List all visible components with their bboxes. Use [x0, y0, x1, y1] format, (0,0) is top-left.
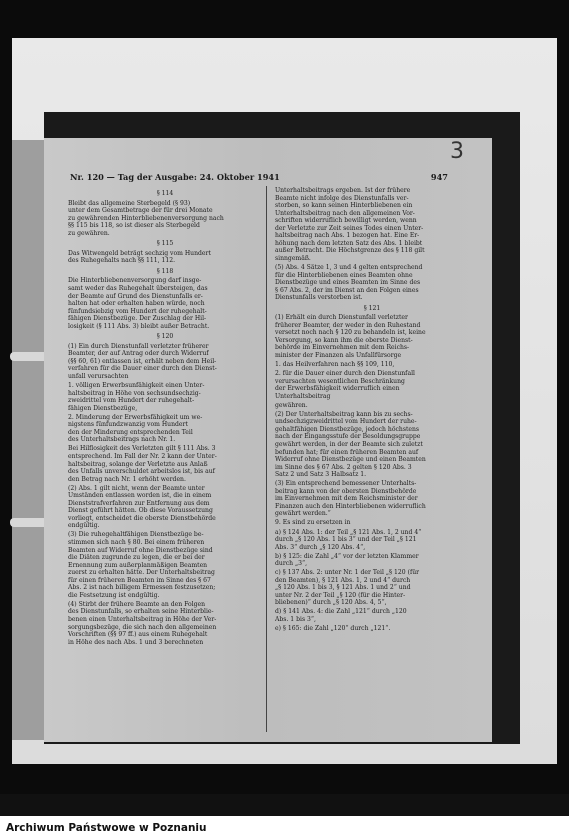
document-page [44, 138, 492, 742]
paragraph: 2. Minderung der Erwerbsfähigkeit um we- nigstens fünfundzwanzig vom Hundert den der Minderung entsprechenden Teil des Unterhaltsbeitrags nach Nr. 1. [68, 413, 203, 444]
section-heading: § 114 [156, 190, 174, 197]
left-column [68, 187, 262, 648]
section-heading: § 121 [363, 304, 381, 312]
paragraph: 1. das Heilverfahren nach §§ 109, 110, [275, 361, 395, 369]
paragraph: b) § 125: die Zahl „4“ vor der letzten Klammer durch „3“, [275, 552, 419, 568]
section-heading: § 115 [156, 240, 174, 248]
paragraph: (2) Der Unterhaltsbeitrag kann bis zu sechs- undsechzigzweidrittel vom Hundert der ruhe- gehaltfähigen Dienstbezüge, jedoch höchstens nach der Eingangsstufe der Besoldungsgruppe gewährt werden, in der der Beamte sich zuletzt befunden hat; für einen früheren Beamten auf Widerruf ohne Dienstbezüge und einen Beamten im Sinne des § 67 Abs. 2 gelten § 120 Abs. 3 Satz 2 und Satz 3 Halbsatz 1. [275, 410, 426, 479]
paragraph: Unterhaltsbeitrags ergeben. Ist der frühere Beamte nicht infolge des Dienstunfalls ver- storben, so kann seinen Hinterbliebenen ein Unterhaltsbeitrag nach den allgemeinen Vor- schriften widerruflich bewilligt werden, wenn der Verletzte zur Zeit seines Todes einen Unter- haltsbeitrag nach Abs. 1 bezogen hat. Eine Er- höhung nach dem letzten Satz des Abs. 1 bleibt außer Betracht. Die Höchstgrenze des § 118 gilt sinngemäß. [275, 187, 425, 262]
section-heading: § 120 [156, 333, 174, 341]
paragraph: 1. völligen Erwerbsunfähigkeit einen Unter- haltsbeitrag in Höhe von sechsundsechzig- zweidrittel vom Hundert der ruhegehalt- fähigen Dienstbezüge, [68, 382, 205, 412]
paragraph: c) § 137 Abs. 2: unter Nr. 1 der Teil „§ 120 (für den Beamten), § 121 Abs. 1, 2 und 4“ durch „§ 120 Abs. 1 bis 3, § 121 Abs. 1 und 2“ und unter Nr. 2 der Teil „§ 120 (für die Hinter- bliebenen)“ durch „§ 120 Abs. 4, 5“, [275, 569, 420, 607]
handwritten-page-number: 3 [450, 139, 464, 164]
right-column [275, 187, 469, 634]
page-number: 947 [430, 172, 448, 182]
section-heading: § 118 [156, 267, 174, 275]
binder-edge [12, 140, 44, 740]
page-header [70, 174, 452, 182]
footer-strip [0, 794, 569, 840]
paragraph: Die Hinterbliebenenversorgung darf insge- samt weder das Ruhegehalt übersteigen, das der Beamte auf Grund des Dienstunfalls er- halten hat oder erhalten haben würde, noch fünfundsiebzig vom Hundert der ruhegehalt- fähigen Dienstbezüge. Der Zuschlag der Hil- losigkeit (§ 111 Abs. 3) bleibt außer Betracht. [68, 277, 210, 330]
paragraph: (1) Ein durch Dienstunfall verletzter früherer Beamter, der auf Antrag oder durch Widerruf (§§ 60, 61) entlassen ist, erhält neben dem Heil- verfahren für die Dauer einer durch den Dienst- unfall verursachten [68, 342, 217, 381]
paragraph: Bleibt das allgemeine Sterbegeld (§ 93) unter dem Gesamtbetrage der für drei Monate zu gewährenden Hinterbliebenenversorgung nach §§ 115 bis 118, so ist dieser als Sterbegeld zu gewähren. [68, 199, 224, 237]
paragraph: Das Witwengeld beträgt sechzig vom Hundert des Ruhegehalts nach §§ 111, 112. [68, 249, 211, 265]
column-divider [266, 186, 267, 732]
archive-label: Archiwum Państwowe w Poznaniu [0, 816, 569, 840]
paragraph: gewähren. [275, 401, 308, 409]
paragraph: d) § 141 Abs. 4: die Zahl „121“ durch „120 Abs. 1 bis 3“, [275, 608, 407, 624]
paragraph: (4) Stirbt der frühere Beamte an den Folgen des Dienstunfalls, so erhalten seine Hinterblie- benen einen Unterhaltsbeitrag in Höhe der Ver- sorgungsbezüge, die sich nach den allgemeinen Vorschriften (§§ 97 ff.) aus einem Ruhegehalt in Höhe des nach Abs. 1 und 3 berechneten [68, 600, 217, 646]
paragraph: a) § 124 Abs. 1: der Teil „§ 121 Abs. 1, 2 und 4“ durch „§ 120 Abs. 1 bis 3“ und der Teil „§ 121 Abs. 3“ durch „§ 120 Abs. 4“, [275, 528, 422, 551]
paragraph: 9. Es sind zu ersetzen in [275, 519, 351, 527]
paragraph: e) § 165: die Zahl „120“ durch „121“. [275, 625, 391, 633]
paragraph: (5) Abs. 4 Sätze 1, 3 und 4 gelten entsprechend für die Hinterbliebenen eines Beamten ohne Dienstbezüge und eines Beamten im Sinne des § 67 Abs. 2, der im Dienst an den Folgen eines Dienstunfalls verstorben ist. [275, 263, 423, 302]
paragraph: (3) Ein entsprechend bemessener Unterhalts- beitrag kann von der obersten Dienstbehörde im Einvernehmen mit dem Reichsminister der Finanzen auch den Hinterbliebenen widerruflich gewährt werden.“ [275, 480, 426, 518]
paragraph: 2. für die Dauer einer durch den Dienstunfall verursachten wesentlichen Beschränkung der Erwerbsfähigkeit widerruflich einen Unterhaltsbeitrag [275, 370, 415, 400]
paragraph: (3) Die ruhegehaltfähigen Dienstbezüge be- stimmen sich nach § 80. Bei einem früheren Beamten auf Widerruf ohne Dienstbezüge sind die Diäten zugrunde zu legen, die er bei der Ernennung zum außerplanmäßigen Beamten zuerst zu erhalten hätte. Der Unterhaltsbeitrag für einen früheren Beamten im Sinne des § 67 Abs. 2 ist nach billigem Ermessen festzusetzen; die Festsetzung ist endgültig. [68, 531, 216, 599]
issue-line: Nr. 120 — Tag der Ausgabe: 24. Oktober 1941 [70, 172, 280, 182]
paragraph: (1) Erhält ein durch Dienstunfall verletzter früherer Beamter, der weder in den Ruhestand versetzt noch nach § 120 zu behandeln ist, keine Versorgung, so kann ihm die oberste Dienst- behörde im Einvernehmen mit dem Reichs- minister der Finanzen als Unfallfürsorge [275, 314, 426, 359]
paragraph: Bei Hilflosigkeit des Verletzten gilt § 111 Abs. 3 entsprechend. Im Fall der Nr. 2 kann der Unter- haltsbeitrag, solange der Verletzte aus Anlaß des Unfalls unverschuldet arbeitslos ist, bis auf den Betrag nach Nr. 1 erhöht werden. [68, 445, 217, 483]
paragraph: (2) Abs. 1 gilt nicht, wenn der Beamte unter Umständen entlassen worden ist, die in einem Dienststrafverfahren zur Entfernung aus dem Dienst geführt hätten. Ob diese Voraussetzung vorliegt, entscheidet die oberste Dienstbehörde endgültig. [68, 484, 216, 530]
